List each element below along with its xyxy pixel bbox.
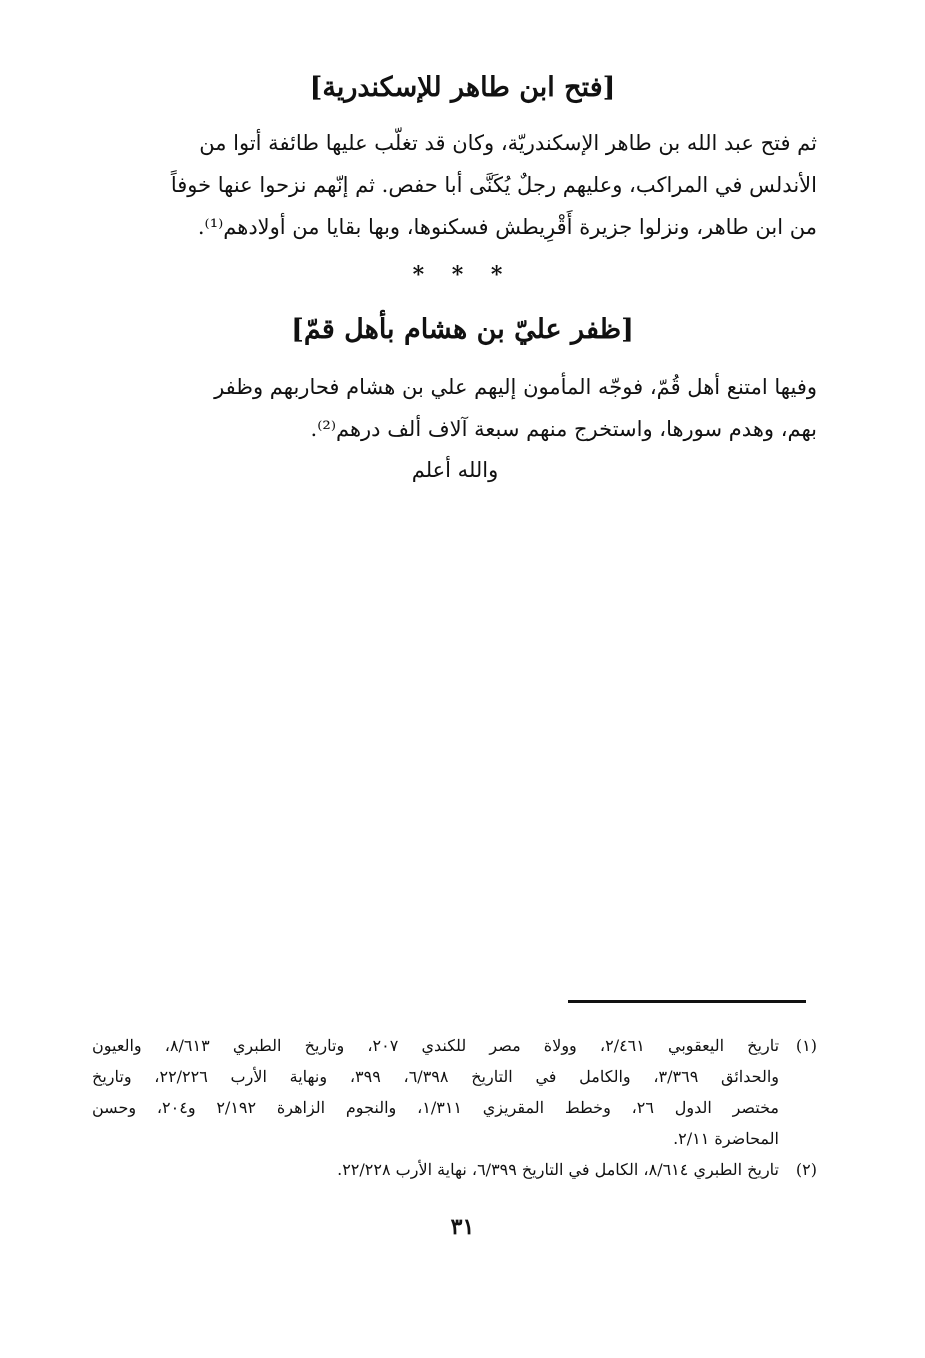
paragraph-line: من ابن طاهر، ونزلوا جزيرة أَقْرِيطش فسكنوها، وبها بقايا من أولادهم⁽¹⁾. <box>197 215 817 239</box>
paragraph-qum <box>92 366 817 450</box>
footnote-line: تاريخ الطبري ٨/٦١٤، الكامل في التاريخ ٦/٣٩٩، نهاية الأرب ٢٢/٢٢٨. <box>337 1160 779 1179</box>
footnote-1 <box>92 1030 817 1154</box>
paragraph-line: بهم، وهدم سورها، واستخرج منهم سبعة آلاف ألف درهم⁽²⁾. <box>310 417 817 441</box>
paragraph-alexandria <box>92 122 817 248</box>
footnote-marker: (١) <box>795 1036 817 1055</box>
page-number: ٣١ <box>450 1214 475 1240</box>
footnote-line: مختصر الدول ٢٦، وخطط المقريزي ١/٣١١، والنجوم الزاهرة ٢/١٩٢ و٢٠٤، وحسن <box>92 1098 779 1117</box>
footnote-text <box>92 1154 779 1185</box>
closing-phrase: والله أعلم <box>411 458 499 482</box>
footnote-line: المحاضرة ٢/١١. <box>673 1129 779 1148</box>
footnote-divider <box>568 1000 806 1003</box>
section-heading-alexandria: [فتح ابن طاهر للإسكندرية] <box>309 72 616 103</box>
paragraph-line: وفيها امتنع أهل قُمّ، فوجّه المأمون إليهم علي بن هشام فحاربهم وظفر <box>214 375 817 399</box>
section-separator: * * * <box>412 262 513 288</box>
footnote-line: تاريخ اليعقوبي ٢/٤٦١، وولاة مصر للكندي ٢٠٧، وتاريخ الطبري ٨/٦١٣، والعيون <box>92 1036 779 1055</box>
footnotes <box>92 1030 817 1185</box>
paragraph-line: ثم فتح عبد الله بن طاهر الإسكندريّة، وكان قد تغلّب عليها طائفة أتوا من <box>199 131 817 155</box>
section-heading-qum: [ظفر عليّ بن هشام بأهل قمّ] <box>291 314 634 345</box>
paragraph-line: الأندلس في المراكب، وعليهم رجلٌ يُكَنَّى أبا حفص. ثم إنّهم نزحوا عنها خوفاً <box>170 173 817 197</box>
footnote-marker: (٢) <box>795 1160 817 1179</box>
footnote-text <box>92 1030 779 1154</box>
footnote-2 <box>92 1154 817 1185</box>
footnote-line: والحدائق ٣/٣٦٩، والكامل في التاريخ ٦/٣٩٨، ٣٩٩، ونهاية الأرب ٢٢/٢٢٦، وتاريخ <box>92 1067 779 1086</box>
